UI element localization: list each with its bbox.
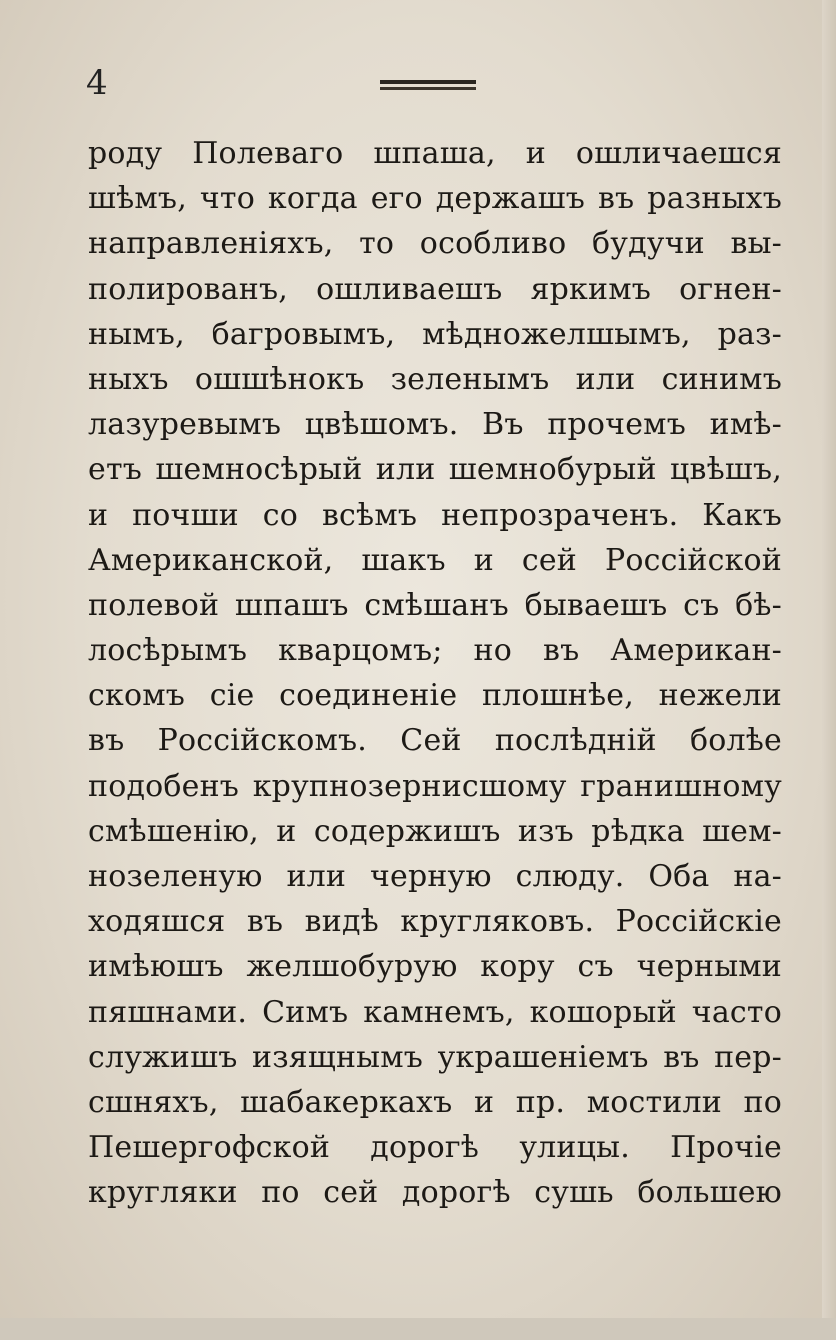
text-line: смѣшенiю, и содержишъ изъ рѣдка шем-	[88, 813, 782, 849]
text-line: Американской, шакъ и сей Россiйской	[88, 542, 782, 578]
page-edge-shadow	[822, 0, 836, 1340]
text-line: етъ шемносѣрый или шемнобурый цвѣшъ,	[88, 452, 782, 488]
text-line: служишъ изящнымъ украшенiемъ въ пер-	[88, 1039, 782, 1075]
bottom-margin-band	[0, 1318, 836, 1340]
header-rule-upper	[380, 80, 476, 84]
body-text	[88, 131, 782, 1216]
text-line: ныхъ ошшѣнокъ зеленымъ или синимъ	[88, 361, 782, 397]
text-line: имѣюшъ желшобурую кору съ черными	[88, 949, 782, 985]
text-line: кругляки по сей дорогѣ сушь большею	[88, 1175, 782, 1211]
text-line: лосѣрымъ кварцомъ; но въ Американ-	[88, 633, 782, 669]
text-line: подобенъ крупнозернисшому гранишному	[88, 768, 782, 804]
text-line: нымъ, багровымъ, мѣдножелшымъ, раз-	[88, 316, 782, 352]
page-number: 4	[86, 63, 108, 103]
text-line: направленiяхъ, то особливо будучи вы-	[88, 226, 782, 262]
text-line: лазуревымъ цвѣшомъ. Въ прочемъ имѣ-	[88, 407, 782, 443]
text-line: сшняхъ, шабакеркахъ и пр. мостили по	[88, 1084, 782, 1120]
text-line: и почши со всѣмъ непрозраченъ. Какъ	[88, 497, 782, 533]
text-line: полевой шпашъ смѣшанъ бываешъ съ бѣ-	[88, 587, 782, 623]
text-line: въ Россiйскомъ. Сей послѣднiй болѣе	[88, 723, 782, 759]
text-line: ходяшся въ видѣ кругляковъ. Россiйскiе	[88, 904, 782, 940]
text-line: нозеленую или черную слюду. Оба на-	[88, 859, 782, 894]
header-rule-lower	[380, 87, 476, 90]
text-line: пяшнами. Симъ камнемъ, кошорый часто	[88, 994, 782, 1030]
header-double-rule	[380, 80, 476, 92]
text-line: скомъ сiе соединенiе плошнѣе, нежели	[88, 678, 782, 714]
text-line: шѣмъ, что когда его держашъ въ разныхъ	[88, 181, 782, 217]
text-line: роду Полеваго шпаша, и ошличаешся	[88, 136, 782, 171]
text-line: полированъ, ошливаешъ яркимъ огнен-	[88, 271, 782, 307]
text-line: Пешергофской дорогѣ улицы. Прочiе	[88, 1130, 782, 1166]
